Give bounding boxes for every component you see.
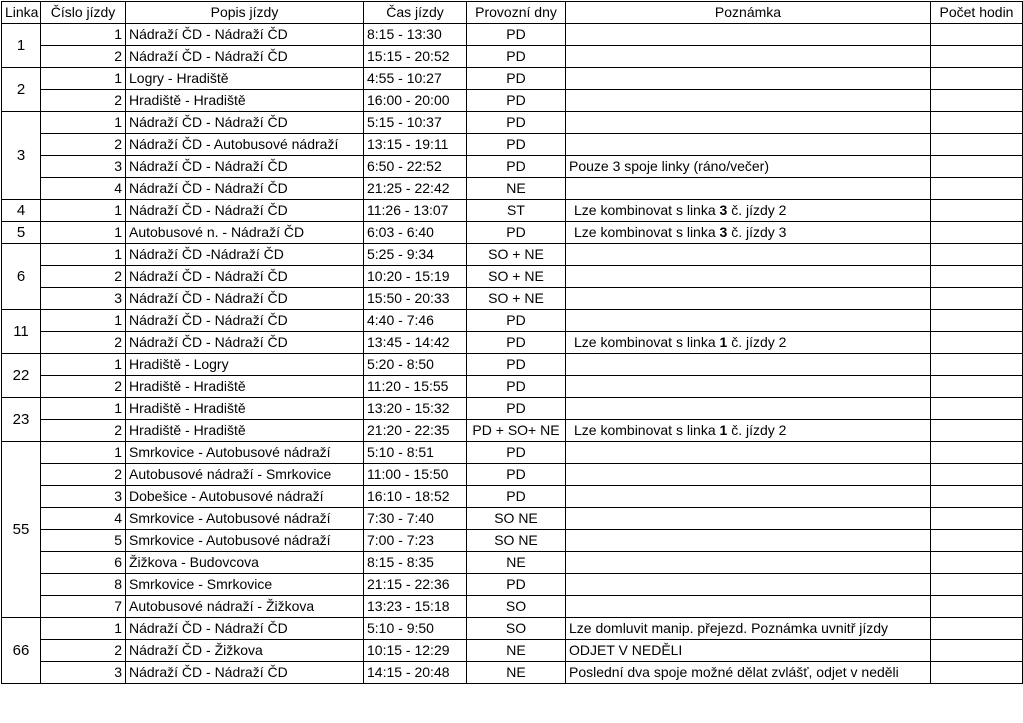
header-provozni-dny: Provozní dny — [467, 2, 566, 24]
cislo-jizdy-cell: 3 — [41, 662, 126, 684]
poznamka-linka-number: 3 — [719, 202, 728, 218]
table-row — [2, 420, 1023, 442]
header-pocet-hodin: Počet hodin — [931, 2, 1023, 24]
cas-jizdy-cell: 13:23 - 15:18 — [364, 596, 467, 618]
pocet-hodin-cell — [931, 662, 1023, 684]
provozni-dny-cell: PD — [467, 398, 566, 420]
pocet-hodin-cell — [931, 156, 1023, 178]
poznamka-cell — [566, 486, 931, 508]
poznamka-cell — [566, 68, 931, 90]
cislo-jizdy-cell: 3 — [41, 156, 126, 178]
pocet-hodin-cell — [931, 354, 1023, 376]
table-row — [2, 90, 1023, 112]
table-row — [2, 288, 1023, 310]
poznamka-text-pre: Lze kombinovat s linka — [574, 224, 720, 240]
cas-jizdy-cell: 5:20 - 8:50 — [364, 354, 467, 376]
popis-jizdy-cell: Nádraží ČD - Nádraží ČD — [126, 156, 364, 178]
provozni-dny-cell: PD — [467, 574, 566, 596]
cislo-jizdy-cell: 2 — [41, 266, 126, 288]
cislo-jizdy-cell: 2 — [41, 420, 126, 442]
table-row — [2, 596, 1023, 618]
cas-jizdy-cell: 14:15 - 20:48 — [364, 662, 467, 684]
poznamka-cell — [566, 24, 931, 46]
popis-jizdy-cell: Nádraží ČD - Nádraží ČD — [126, 112, 364, 134]
linka-cell: 22 — [2, 354, 41, 398]
pocet-hodin-cell — [931, 288, 1023, 310]
poznamka-linka-number: 3 — [719, 224, 728, 240]
provozni-dny-cell: PD — [467, 68, 566, 90]
provozni-dny-cell: NE — [467, 640, 566, 662]
pocet-hodin-cell — [931, 640, 1023, 662]
poznamka-cell — [566, 244, 931, 266]
popis-jizdy-cell: Hradiště - Logry — [126, 354, 364, 376]
poznamka-text-post: č. jízdy 3 — [727, 224, 787, 240]
poznamka-cell — [566, 222, 931, 244]
poznamka-cell — [566, 552, 931, 574]
cislo-jizdy-cell: 2 — [41, 90, 126, 112]
cislo-jizdy-cell: 1 — [41, 24, 126, 46]
table-row — [2, 398, 1023, 420]
provozni-dny-cell: PD — [467, 442, 566, 464]
provozni-dny-cell: SO — [467, 596, 566, 618]
provozni-dny-cell: PD — [467, 376, 566, 398]
popis-jizdy-cell: Autobusové n. - Nádraží ČD — [126, 222, 364, 244]
poznamka-linka-number: 1 — [719, 334, 728, 350]
popis-jizdy-cell: Hradiště - Hradiště — [126, 398, 364, 420]
poznamka-linka-number: 1 — [719, 422, 728, 438]
provozni-dny-cell: PD — [467, 464, 566, 486]
provozni-dny-cell: PD — [467, 486, 566, 508]
popis-jizdy-cell: Nádraží ČD - Nádraží ČD — [126, 178, 364, 200]
cislo-jizdy-cell: 2 — [41, 376, 126, 398]
pocet-hodin-cell — [931, 310, 1023, 332]
poznamka-cell — [566, 266, 931, 288]
linka-cell: 66 — [2, 618, 41, 684]
cas-jizdy-cell: 16:00 - 20:00 — [364, 90, 467, 112]
provozni-dny-cell: PD — [467, 90, 566, 112]
provozni-dny-cell: NE — [467, 662, 566, 684]
pocet-hodin-cell — [931, 46, 1023, 68]
cislo-jizdy-cell: 1 — [41, 398, 126, 420]
table-row — [2, 640, 1023, 662]
cislo-jizdy-cell: 2 — [41, 46, 126, 68]
pocet-hodin-cell — [931, 530, 1023, 552]
provozni-dny-cell: SO NE — [467, 530, 566, 552]
pocet-hodin-cell — [931, 112, 1023, 134]
table-row — [2, 200, 1023, 222]
poznamka-cell — [566, 178, 931, 200]
pocet-hodin-cell — [931, 464, 1023, 486]
pocet-hodin-cell — [931, 134, 1023, 156]
cas-jizdy-cell: 4:55 - 10:27 — [364, 68, 467, 90]
cislo-jizdy-cell: 1 — [41, 310, 126, 332]
poznamka-text-post: č. jízdy 2 — [727, 334, 787, 350]
poznamka-cell — [566, 530, 931, 552]
provozni-dny-cell: PD — [467, 134, 566, 156]
poznamka-cell — [566, 200, 931, 222]
popis-jizdy-cell: Autobusové nádraží - Smrkovice — [126, 464, 364, 486]
pocet-hodin-cell — [931, 266, 1023, 288]
provozni-dny-cell: SO — [467, 618, 566, 640]
pocet-hodin-cell — [931, 596, 1023, 618]
pocet-hodin-cell — [931, 552, 1023, 574]
popis-jizdy-cell: Nádraží ČD -Nádraží ČD — [126, 244, 364, 266]
provozni-dny-cell: PD — [467, 354, 566, 376]
table-row — [2, 46, 1023, 68]
cas-jizdy-cell: 16:10 - 18:52 — [364, 486, 467, 508]
cas-jizdy-cell: 15:50 - 20:33 — [364, 288, 467, 310]
table-row — [2, 68, 1023, 90]
popis-jizdy-cell: Smrkovice - Autobusové nádraží — [126, 530, 364, 552]
poznamka-cell — [566, 288, 931, 310]
provozni-dny-cell: PD — [467, 156, 566, 178]
cislo-jizdy-cell: 1 — [41, 618, 126, 640]
cas-jizdy-cell: 5:25 - 9:34 — [364, 244, 467, 266]
poznamka-cell — [566, 376, 931, 398]
popis-jizdy-cell: Nádraží ČD - Nádraží ČD — [126, 288, 364, 310]
table-row — [2, 376, 1023, 398]
poznamka-cell — [566, 90, 931, 112]
popis-jizdy-cell: Hradiště - Hradiště — [126, 420, 364, 442]
provozni-dny-cell: ST — [467, 200, 566, 222]
provozni-dny-cell: PD + SO+ NE — [467, 420, 566, 442]
poznamka-cell: Poslední dva spoje možné dělat zvlášť, odjet v neděli — [566, 662, 931, 684]
provozni-dny-cell: SO NE — [467, 508, 566, 530]
pocet-hodin-cell — [931, 376, 1023, 398]
table-row — [2, 530, 1023, 552]
pocet-hodin-cell — [931, 508, 1023, 530]
pocet-hodin-cell — [931, 420, 1023, 442]
cas-jizdy-cell: 13:15 - 19:11 — [364, 134, 467, 156]
cas-jizdy-cell: 7:30 - 7:40 — [364, 508, 467, 530]
cislo-jizdy-cell: 3 — [41, 288, 126, 310]
pocet-hodin-cell — [931, 486, 1023, 508]
cislo-jizdy-cell: 1 — [41, 222, 126, 244]
cislo-jizdy-cell: 5 — [41, 530, 126, 552]
poznamka-text-post: č. jízdy 2 — [727, 422, 787, 438]
pocet-hodin-cell — [931, 68, 1023, 90]
table-row — [2, 24, 1023, 46]
cislo-jizdy-cell: 3 — [41, 486, 126, 508]
popis-jizdy-cell: Nádraží ČD - Nádraží ČD — [126, 618, 364, 640]
cislo-jizdy-cell: 2 — [41, 332, 126, 354]
cislo-jizdy-cell: 2 — [41, 464, 126, 486]
provozni-dny-cell: PD — [467, 46, 566, 68]
popis-jizdy-cell: Dobešice - Autobusové nádraží — [126, 486, 364, 508]
popis-jizdy-cell: Nádraží ČD - Nádraží ČD — [126, 200, 364, 222]
cislo-jizdy-cell: 2 — [41, 640, 126, 662]
table-row — [2, 134, 1023, 156]
cas-jizdy-cell: 11:26 - 13:07 — [364, 200, 467, 222]
poznamka-cell — [566, 112, 931, 134]
pocet-hodin-cell — [931, 442, 1023, 464]
poznamka-cell — [566, 420, 931, 442]
header-cas-jizdy: Čas jízdy — [364, 2, 467, 24]
provozni-dny-cell: PD — [467, 310, 566, 332]
poznamka-cell — [566, 574, 931, 596]
table-row — [2, 112, 1023, 134]
popis-jizdy-cell: Nádraží ČD - Nádraží ČD — [126, 24, 364, 46]
pocet-hodin-cell — [931, 200, 1023, 222]
popis-jizdy-cell: Nádraží ČD - Nádraží ČD — [126, 46, 364, 68]
popis-jizdy-cell: Logry - Hradiště — [126, 68, 364, 90]
cas-jizdy-cell: 6:50 - 22:52 — [364, 156, 467, 178]
table-row — [2, 332, 1023, 354]
popis-jizdy-cell: Nádraží ČD - Nádraží ČD — [126, 332, 364, 354]
cas-jizdy-cell: 7:00 - 7:23 — [364, 530, 467, 552]
poznamka-text-pre: Lze kombinovat s linka — [574, 334, 720, 350]
table-row — [2, 618, 1023, 640]
cas-jizdy-cell: 10:15 - 12:29 — [364, 640, 467, 662]
poznamka-cell — [566, 596, 931, 618]
pocet-hodin-cell — [931, 332, 1023, 354]
pocet-hodin-cell — [931, 618, 1023, 640]
cas-jizdy-cell: 13:20 - 15:32 — [364, 398, 467, 420]
table-row — [2, 178, 1023, 200]
poznamka-cell — [566, 508, 931, 530]
linka-cell: 2 — [2, 68, 41, 112]
poznamka-cell — [566, 398, 931, 420]
linka-cell: 23 — [2, 398, 41, 442]
popis-jizdy-cell: Smrkovice - Autobusové nádraží — [126, 508, 364, 530]
header-row — [2, 2, 1023, 24]
cislo-jizdy-cell: 1 — [41, 244, 126, 266]
poznamka-cell — [566, 332, 931, 354]
cas-jizdy-cell: 8:15 - 8:35 — [364, 552, 467, 574]
table-row — [2, 552, 1023, 574]
popis-jizdy-cell: Nádraží ČD - Nádraží ČD — [126, 310, 364, 332]
cislo-jizdy-cell: 2 — [41, 134, 126, 156]
header-linka: Linka — [2, 2, 41, 24]
poznamka-cell — [566, 46, 931, 68]
linka-cell: 1 — [2, 24, 41, 68]
linka-cell: 4 — [2, 200, 41, 222]
table-row — [2, 486, 1023, 508]
cas-jizdy-cell: 8:15 - 13:30 — [364, 24, 467, 46]
provozni-dny-cell: NE — [467, 552, 566, 574]
cislo-jizdy-cell: 1 — [41, 354, 126, 376]
popis-jizdy-cell: Autobusové nádraží - Žižkova — [126, 596, 364, 618]
cislo-jizdy-cell: 1 — [41, 112, 126, 134]
provozni-dny-cell: PD — [467, 222, 566, 244]
cislo-jizdy-cell: 7 — [41, 596, 126, 618]
cislo-jizdy-cell: 4 — [41, 178, 126, 200]
timetable — [1, 1, 1023, 684]
provozni-dny-cell: PD — [467, 24, 566, 46]
provozni-dny-cell: NE — [467, 178, 566, 200]
cas-jizdy-cell: 13:45 - 14:42 — [364, 332, 467, 354]
cas-jizdy-cell: 15:15 - 20:52 — [364, 46, 467, 68]
pocet-hodin-cell — [931, 90, 1023, 112]
pocet-hodin-cell — [931, 178, 1023, 200]
header-poznamka: Poznámka — [566, 2, 931, 24]
provozni-dny-cell: PD — [467, 332, 566, 354]
linka-cell: 55 — [2, 442, 41, 618]
provozni-dny-cell: SO + NE — [467, 244, 566, 266]
cislo-jizdy-cell: 4 — [41, 508, 126, 530]
cislo-jizdy-cell: 1 — [41, 442, 126, 464]
cas-jizdy-cell: 6:03 - 6:40 — [364, 222, 467, 244]
cas-jizdy-cell: 21:20 - 22:35 — [364, 420, 467, 442]
poznamka-cell — [566, 310, 931, 332]
table-row — [2, 354, 1023, 376]
linka-cell: 3 — [2, 112, 41, 200]
table-row — [2, 442, 1023, 464]
table-row — [2, 662, 1023, 684]
cas-jizdy-cell: 5:10 - 8:51 — [364, 442, 467, 464]
provozni-dny-cell: PD — [467, 112, 566, 134]
linka-cell: 5 — [2, 222, 41, 244]
header-popis-jizdy: Popis jízdy — [126, 2, 364, 24]
poznamka-cell: ODJET V NEDĚLI — [566, 640, 931, 662]
linka-cell: 6 — [2, 244, 41, 310]
cas-jizdy-cell: 11:20 - 15:55 — [364, 376, 467, 398]
cislo-jizdy-cell: 1 — [41, 200, 126, 222]
cislo-jizdy-cell: 6 — [41, 552, 126, 574]
pocet-hodin-cell — [931, 24, 1023, 46]
poznamka-cell — [566, 134, 931, 156]
provozni-dny-cell: SO + NE — [467, 266, 566, 288]
table-row — [2, 156, 1023, 178]
pocet-hodin-cell — [931, 574, 1023, 596]
popis-jizdy-cell: Smrkovice - Smrkovice — [126, 574, 364, 596]
header-cislo-jizdy: Číslo jízdy — [41, 2, 126, 24]
pocet-hodin-cell — [931, 398, 1023, 420]
pocet-hodin-cell — [931, 222, 1023, 244]
cislo-jizdy-cell: 1 — [41, 68, 126, 90]
popis-jizdy-cell: Hradiště - Hradiště — [126, 90, 364, 112]
poznamka-text-post: č. jízdy 2 — [727, 202, 787, 218]
poznamka-text-pre: Lze kombinovat s linka — [574, 422, 720, 438]
table-row — [2, 244, 1023, 266]
poznamka-cell — [566, 354, 931, 376]
popis-jizdy-cell: Nádraží ČD - Žižkova — [126, 640, 364, 662]
cislo-jizdy-cell: 8 — [41, 574, 126, 596]
popis-jizdy-cell: Nádraží ČD - Nádraží ČD — [126, 662, 364, 684]
poznamka-cell — [566, 442, 931, 464]
cas-jizdy-cell: 5:10 - 9:50 — [364, 618, 467, 640]
popis-jizdy-cell: Nádraží ČD - Nádraží ČD — [126, 266, 364, 288]
poznamka-text-pre: Lze kombinovat s linka — [574, 202, 720, 218]
pocet-hodin-cell — [931, 244, 1023, 266]
cas-jizdy-cell: 5:15 - 10:37 — [364, 112, 467, 134]
cas-jizdy-cell: 21:15 - 22:36 — [364, 574, 467, 596]
popis-jizdy-cell: Hradiště - Hradiště — [126, 376, 364, 398]
table-row — [2, 222, 1023, 244]
cas-jizdy-cell: 21:25 - 22:42 — [364, 178, 467, 200]
poznamka-cell: Pouze 3 spoje linky (ráno/večer) — [566, 156, 931, 178]
cas-jizdy-cell: 11:00 - 15:50 — [364, 464, 467, 486]
table-row — [2, 508, 1023, 530]
table-row — [2, 574, 1023, 596]
provozni-dny-cell: SO + NE — [467, 288, 566, 310]
popis-jizdy-cell: Nádraží ČD - Autobusové nádraží — [126, 134, 364, 156]
table-row — [2, 464, 1023, 486]
cas-jizdy-cell: 10:20 - 15:19 — [364, 266, 467, 288]
table-row — [2, 266, 1023, 288]
poznamka-cell: Lze domluvit manip. přejezd. Poznámka uvnitř jízdy — [566, 618, 931, 640]
table-row — [2, 310, 1023, 332]
poznamka-cell — [566, 464, 931, 486]
popis-jizdy-cell: Smrkovice - Autobusové nádraží — [126, 442, 364, 464]
cas-jizdy-cell: 4:40 - 7:46 — [364, 310, 467, 332]
linka-cell: 11 — [2, 310, 41, 354]
popis-jizdy-cell: Žižkova - Budovcova — [126, 552, 364, 574]
